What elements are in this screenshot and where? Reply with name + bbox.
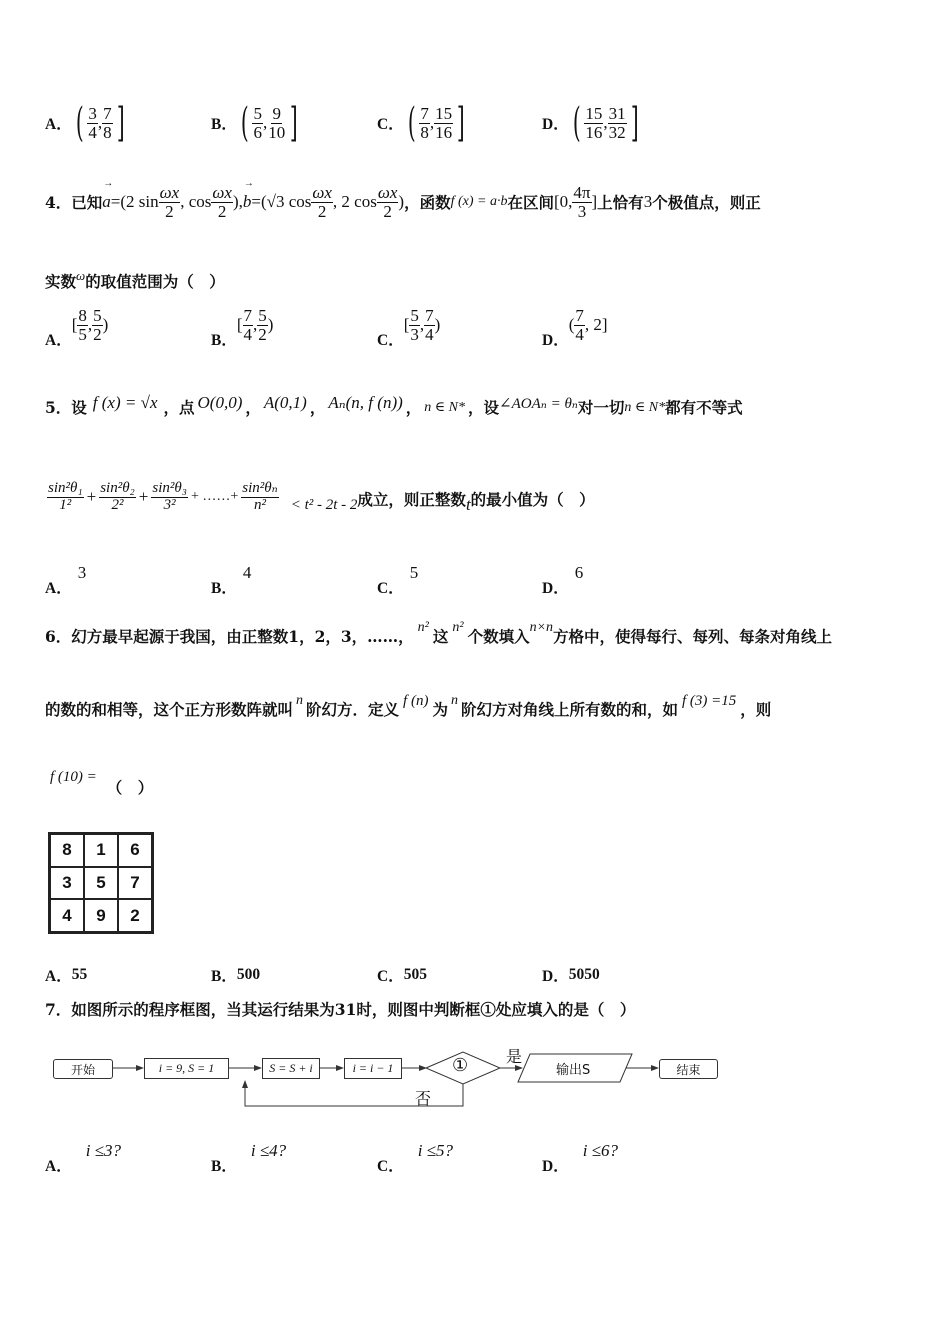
fraction: $\frac{5}{2}$ (258, 306, 267, 344)
q7-option-b[interactable]: B． i ≤4? (211, 1141, 287, 1175)
q5-inequality: $\frac{\text{sin²θ₁}}{\text{1²}}$ + $\frac{\text{sin²θ₂}}{\text{2²}}$ + $\frac{\text{sin²θ₃}}{\text{3²}}$ + ……+ $\frac{\text{sin²θₙ}}{\text{n²}}$ < t² - 2t - 2 成立，则正整数 t 的最小值为（ ） (48, 480, 595, 515)
fraction: $\frac{7}{8}$ (420, 103, 429, 142)
fraction: $\frac{7}{8}$ (103, 103, 112, 142)
q5-option-c[interactable]: C． 5 (377, 563, 419, 597)
fraction: $\frac{9}{10}$ (268, 103, 286, 142)
flow-output: 输出S (556, 1063, 591, 1078)
fraction: $\frac{\omega x}{2}$ (312, 183, 332, 221)
q4-option-c[interactable]: C． [ $\frac{5}{3}$ , $\frac{7}{4}$ ) (377, 306, 441, 350)
open-paren: ( (240, 100, 249, 146)
fraction: $\frac{\omega x}{2}$ (159, 183, 180, 221)
vector-arrow-icon: → (103, 178, 114, 190)
fraction: $\frac{5}{3}$ (410, 306, 419, 344)
comma: , (262, 113, 268, 132)
q3-option-d[interactable]: D． ( $\frac{15}{16}$ , $\frac{31}{32}$ ] (542, 100, 639, 146)
fraction: $\frac{\text{sin²θ₁}}{\text{1²}}$ (48, 480, 83, 513)
q6-option-a[interactable]: A． 55 (45, 966, 88, 985)
fraction: $\frac{7}{4}$ (575, 306, 584, 344)
open-paren: ( (572, 100, 581, 146)
fraction: $\frac{\omega x}{2}$ (377, 183, 398, 221)
comma: , (253, 315, 258, 335)
fraction: $\frac{5}{2}$ (93, 306, 102, 344)
fraction: $\frac{15}{16}$ (435, 103, 453, 142)
flow-init: i = 9, S = 1 (144, 1058, 229, 1079)
magic-square-cell: 9 (84, 899, 118, 932)
comma: , (603, 113, 608, 132)
q4-stem-line2: 实数 ω 的取值范围为（ ） (45, 268, 225, 291)
q5-option-d[interactable]: D． 6 (542, 563, 584, 597)
vector-arrow-icon: → (243, 178, 254, 190)
flow-step-sum: S = S + i (262, 1058, 320, 1079)
fraction: $\frac{7}{4}$ (425, 306, 434, 344)
fraction: $\frac{\text{sin²θ₃}}{\text{3²}}$ (152, 480, 187, 513)
fraction: $\frac{4\pi}{3}$ (573, 183, 591, 221)
magic-square-cell: 3 (50, 867, 84, 900)
q6-stem-line2: 的数的和相等，这个正方形数阵就叫 n 阶幻方．定义 f (n) 为 n 阶幻方对角线上所有数的和，如 f (3) =15 ，则 (45, 692, 772, 719)
close-bracket: ] (630, 100, 639, 146)
q4-option-b[interactable]: B． [ $\frac{7}{4}$ , $\frac{5}{2}$ ) (211, 306, 274, 350)
open-paren: ( (407, 100, 416, 146)
q6-stem-line1: 6．幻方最早起源于我国，由正整数1，2，3，……， n² 这 n² 个数填入 n×n 方格中，使得每行、每列、每条对角线上 (45, 620, 833, 646)
magic-square-cell: 1 (84, 834, 118, 867)
magic-square-cell: 7 (118, 867, 152, 900)
comma: , (429, 113, 435, 132)
comma: , (419, 315, 425, 335)
vector-a: → a (102, 178, 114, 212)
fraction: $\frac{8}{5}$ (78, 306, 87, 344)
fraction: $\frac{\text{sin²θ₂}}{\text{2²}}$ (100, 480, 135, 513)
fraction: $\frac{\omega x}{2}$ (212, 183, 232, 221)
q5-option-b[interactable]: B． 4 (211, 563, 252, 597)
vector-b: → b (242, 178, 254, 212)
q7-stem: 7．如图所示的程序框图，当其运行结果为31时，则图中判断框①处应填入的是（ ） (45, 1000, 636, 1019)
q6-stem-line3: f (10) = （ ） (50, 768, 154, 797)
magic-square-cell: 4 (50, 899, 84, 932)
magic-square-figure (48, 832, 154, 934)
flow-yes-label: 是 (506, 1047, 523, 1066)
q5-option-a[interactable]: A． 3 (45, 563, 87, 597)
flow-condition: ① (452, 1055, 469, 1076)
q6-option-d[interactable]: D． 5050 (542, 966, 600, 985)
q6-option-b[interactable]: B． 500 (211, 966, 261, 985)
fraction: $\frac{15}{16}$ (585, 103, 603, 142)
open-paren: ( (75, 100, 84, 146)
flow-no-label: 否 (415, 1089, 432, 1108)
q7-option-c[interactable]: C． i ≤5? (377, 1141, 454, 1175)
comma: , (87, 315, 93, 335)
fraction: $\frac{\text{sin²θₙ}}{\text{n²}}$ (242, 480, 278, 513)
close-bracket: ] (290, 100, 298, 146)
q3-option-a[interactable]: A． ( $\frac{3}{4}$ , $\frac{7}{8}$ ] (45, 100, 125, 146)
magic-square-cell: 2 (118, 899, 152, 932)
fraction: $\frac{3}{4}$ (88, 103, 97, 142)
close-bracket: ] (116, 100, 125, 146)
q4-option-d[interactable]: D． ( $\frac{7}{4}$ , 2] (542, 306, 608, 350)
flow-end: 结束 (659, 1059, 718, 1079)
fraction: $\frac{5}{6}$ (253, 103, 262, 142)
comma: , (97, 113, 103, 132)
magic-square-cell: 8 (50, 834, 84, 867)
q3-option-c[interactable]: C． ( $\frac{7}{8}$ , $\frac{15}{16}$ ] (377, 100, 465, 146)
q7-option-a[interactable]: A． i ≤3? (45, 1141, 122, 1175)
q7-flowchart (0, 1040, 950, 1120)
close-bracket: ] (456, 100, 465, 146)
flow-step-decrement: i = i − 1 (344, 1058, 402, 1079)
flowchart-lines (0, 1040, 950, 1120)
q7-option-d[interactable]: D． i ≤6? (542, 1141, 619, 1175)
q5-stem-line1: 5．设 f (x) = √x ，点 O(0,0) ， A(0,1) ， Aₙ(n, f (n)) ， n ∈ N* ，设 ∠AOAₙ = θₙ 对一切 n ∈ N* 都有不等式 (45, 393, 743, 417)
q4-option-a[interactable]: A． [ $\frac{8}{5}$ , $\frac{5}{2}$ ) (45, 306, 109, 350)
flow-start: 开始 (53, 1059, 113, 1079)
magic-square-cell: 5 (84, 867, 118, 900)
q6-option-c[interactable]: C． 505 (377, 966, 427, 985)
q4-stem-line1: 4．已知 → a =(2 sin $\frac{\omega x}{2}$ , cos $\frac{\omega x}{2}$ ), → b =(√3 cos $\frac{\omega x}{2}$ , 2 cos $\frac{\omega x}{2}$ ) ，函数 f (x) = a·b 在区间 [0, $\frac{4\pi}{3}$ ] 上恰有 3 个极值点，则正 (45, 178, 761, 221)
q3-option-b[interactable]: B． ( $\frac{5}{6}$ , $\frac{9}{10}$ ] (211, 100, 298, 146)
fraction: $\frac{7}{4}$ (243, 306, 253, 344)
fraction: $\frac{31}{32}$ (608, 103, 626, 142)
magic-square-cell: 6 (118, 834, 152, 867)
